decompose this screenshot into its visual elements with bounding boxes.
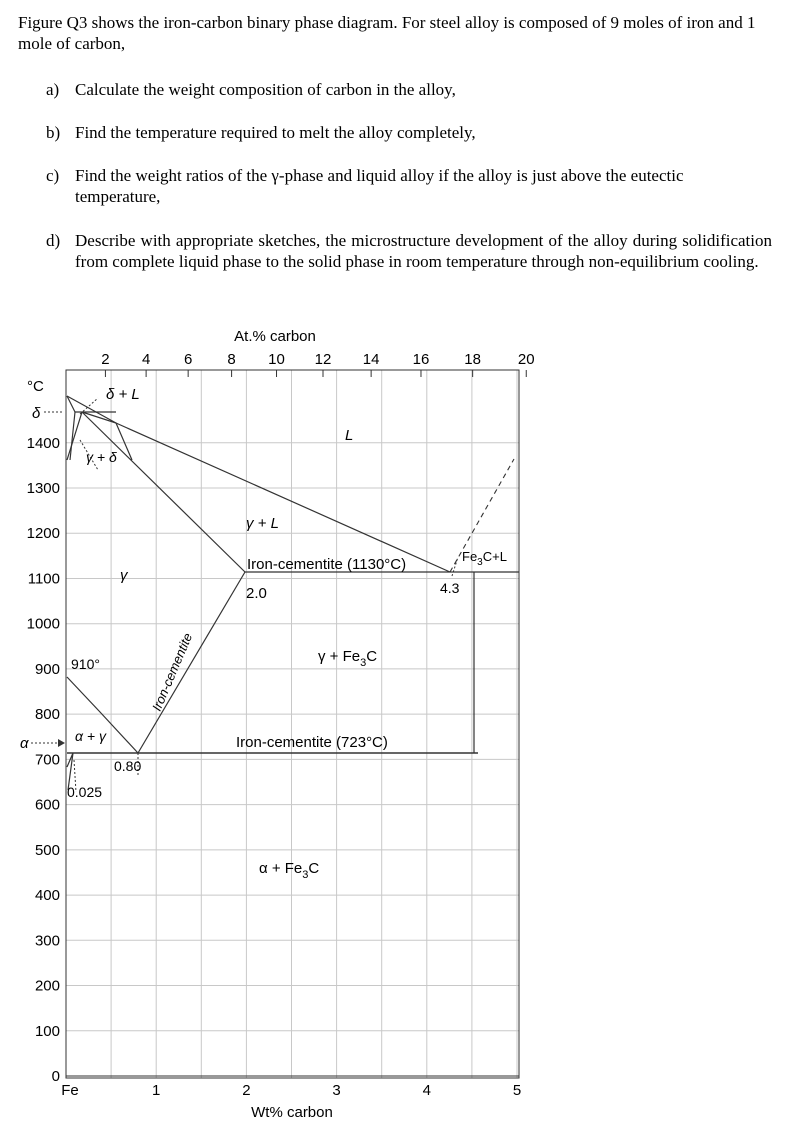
x-tick-label: 3	[332, 1082, 341, 1099]
gamma-solidus	[82, 412, 245, 572]
plot-frame	[66, 370, 519, 1078]
alpha-arrowhead	[58, 739, 65, 747]
y-tick-label: 0	[51, 1068, 60, 1085]
question-b-text: Find the temperature required to melt the alloy completely,	[75, 123, 476, 142]
question-b	[46, 122, 772, 143]
y-tick-label: 900	[34, 660, 60, 678]
region-alpha-gamma: α + γ	[75, 728, 106, 744]
eutectoid-comp-label: 0.80	[114, 758, 142, 774]
question-a	[46, 79, 772, 100]
x-axis-labels	[61, 1082, 521, 1099]
y-tick-label: 600	[34, 796, 60, 814]
y-tick-label: 400	[34, 887, 60, 905]
y-tick-label: 700	[34, 751, 60, 769]
y-tick-label: 1100	[27, 570, 60, 588]
question-d	[46, 230, 772, 272]
gamma-fe3c-main: γ + Fe	[318, 648, 361, 665]
grid	[66, 370, 519, 1078]
region-gamma-liquid: γ + L	[246, 515, 279, 532]
gamma-fe3c-sub: 3	[360, 657, 367, 669]
region-fe3c-liquid	[462, 549, 507, 568]
x-axis-title: Wt% carbon	[251, 1104, 333, 1121]
eutectic-line-label: Iron-cementite (1130°C)	[247, 556, 407, 573]
top-tick-label: 6	[183, 351, 193, 368]
alpha-marker: α	[20, 735, 29, 752]
delta-marker: δ	[32, 405, 41, 422]
eutectic-comp-label: 4.3	[440, 580, 460, 596]
y-axis-labels	[27, 435, 60, 1085]
question-intro: Figure Q3 shows the iron-carbon binary phase diagram. For steel alloy is composed of 9 moles of iron and 1 mole of carbon,	[18, 13, 756, 53]
acm-line	[138, 572, 245, 753]
top-tick-label: 2	[101, 351, 110, 368]
cementite-line-label: Iron-cementite	[148, 630, 196, 714]
top-tick-label: 4	[141, 351, 151, 368]
eutectoid-line-label: Iron-cementite (723°C)	[236, 734, 388, 751]
x-tick-label: 2	[242, 1082, 251, 1099]
max-solubility-label: 2.0	[246, 585, 267, 602]
gamma-fe3c-tail: C	[366, 648, 378, 665]
y-tick-label: 1400	[26, 434, 60, 452]
question-b-label: b)	[46, 123, 61, 142]
question-c-text: Find the weight ratios of the γ-phase and liquid alloy if the alloy is just above the eutectic temperature,	[75, 166, 684, 206]
x-tick-label: 4	[422, 1082, 431, 1099]
region-gamma-delta: γ + δ	[86, 449, 117, 465]
allotropic-temp-label: 910°	[71, 656, 100, 672]
top-axis-ticks	[105, 370, 526, 377]
x-tick-label: Fe	[61, 1082, 79, 1099]
region-alpha-fe3c	[259, 860, 319, 881]
top-tick-label: 8	[227, 351, 236, 368]
y-axis-unit: °C	[27, 378, 44, 395]
alpha-fe3c-tail: C	[308, 860, 320, 877]
top-tick-label: 10	[268, 351, 285, 368]
top-tick-label: 20	[517, 351, 535, 368]
top-axis-labels	[101, 351, 534, 368]
top-tick-label: 14	[362, 351, 380, 368]
region-gamma-fe3c	[318, 648, 377, 669]
alpha-solubility-label: 0.025	[67, 784, 103, 800]
region-gamma: γ	[120, 567, 128, 584]
top-axis-title: At.% carbon	[234, 328, 316, 345]
question-d-label: d)	[46, 231, 61, 250]
y-tick-label: 100	[34, 1022, 60, 1040]
top-tick-label: 16	[412, 351, 430, 368]
region-liquid: L	[345, 427, 354, 444]
alpha-fe3c-sub: 3	[302, 869, 309, 881]
y-tick-label: 500	[34, 841, 60, 859]
eutectic-dotted	[452, 557, 458, 576]
y-tick-label: 200	[34, 977, 60, 995]
alpha-fe3c-main: α + Fe	[259, 860, 303, 877]
question-c	[46, 165, 772, 207]
question-a-text: Calculate the weight composition of carbon in the alloy,	[75, 80, 456, 99]
y-tick-label: 1000	[26, 615, 60, 633]
question-c-label: c)	[46, 166, 60, 185]
top-tick-label: 18	[464, 351, 481, 368]
x-tick-label: 1	[152, 1082, 161, 1099]
region-delta-liquid: δ + L	[106, 386, 140, 403]
fe3c-liquid-sub: 3	[477, 557, 483, 568]
question-d-text: Describe with appropriate sketches, the microstructure development of the alloy during solidification from complete liquid phase to the solid phase in room temperature through non-equilibrium cooling.	[75, 231, 772, 271]
liquidus-line	[67, 396, 450, 572]
y-tick-label: 300	[34, 932, 60, 950]
y-tick-label: 1300	[26, 480, 60, 498]
question-a-label: a)	[46, 80, 60, 99]
fe3c-liquid-main: Fe	[462, 549, 478, 564]
fe3c-liquid-tail: C+L	[482, 549, 507, 564]
top-tick-label: 12	[314, 351, 332, 368]
y-tick-label: 1200	[26, 525, 60, 543]
y-tick-label: 800	[34, 706, 60, 724]
x-tick-label: 5	[512, 1082, 522, 1099]
phase-diagram	[0, 316, 793, 1126]
